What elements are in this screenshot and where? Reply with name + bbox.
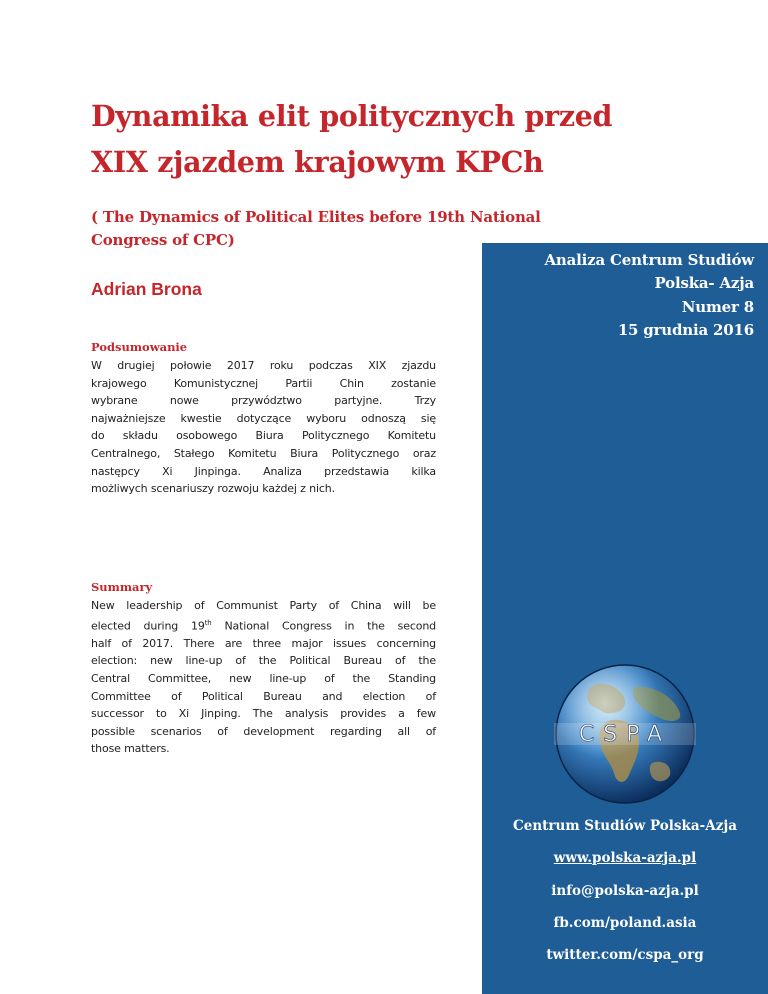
facebook-link[interactable]: fb.com/poland.asia [553,915,697,931]
twitter-link[interactable]: twitter.com/cspa_org [546,947,704,963]
summary-pl-line: W drugiej połowie 2017 roku podczas XIX zjazdu [91,359,436,372]
summary-en-line [91,615,436,635]
subtitle-line-1: ( The Dynamics of Political Elites before 19th National [91,208,541,226]
summary-en-line: Committee of Political Bureau and election of [91,689,436,703]
summary-en-line-part: elected during 19 [91,619,205,633]
summary-en-line: those matters. [91,742,170,756]
series-name-line-1: Analiza Centrum Studiów [544,251,754,269]
info-sidebar [482,243,768,994]
issue-number: Numer 8 [681,297,754,316]
summary-en-line: half of 2017. There are three major issues concerning [91,636,436,650]
summary-en-line: possible scenarios of development regarding all of [91,724,436,738]
summary-pl-line: następcy Xi Jinpinga. Analiza przedstawia kilka [91,464,436,478]
summary-pl-heading: Podsumowanie [91,340,188,354]
summary-en-line: Central Committee, new line-up of the Standing [91,672,436,686]
summary-pl-line: najważniejsze kwestie dotyczące wyboru odnoszą się [91,411,436,425]
ordinal-suffix: th [204,618,212,627]
summary-en-line-part: National Congress in the second [211,619,436,633]
organization-name: Centrum Studiów Polska-Azja [513,818,737,834]
cspa-globe-logo [554,663,696,805]
publication-date: 15 grudnia 2016 [617,320,754,339]
summary-pl-line: możliwych scenariuszy rozwoju każdej z nich. [91,482,335,496]
summary-pl-line: krajowego Komunistycznej Partii Chin zostanie [91,376,436,390]
email-contact[interactable]: info@polska-azja.pl [551,883,699,899]
summary-en-heading: Summary [91,580,153,594]
summary-en-line: New leadership of Communist Party of China will be [91,599,436,612]
title-line-1: Dynamika elit politycznych przed [91,99,613,133]
summary-en-text [91,597,436,758]
publication-info [544,249,754,342]
website-link[interactable]: www.polska-azja.pl [553,850,697,866]
summary-pl-line: Centralnego, Stałego Komitetu Biura Politycznego oraz [91,446,436,460]
summary-pl-text [91,357,436,498]
title-line-2: XIX zjazdem krajowym KPCh [91,145,544,179]
document-title [91,93,711,185]
summary-pl-line: wybrane nowe przywództwo partyjne. Trzy [91,394,436,408]
subtitle-line-2: Congress of CPC) [91,231,235,249]
logo-text: CSPA [578,722,672,747]
summary-en-line: election: new line-up of the Political Bureau of the [91,654,436,668]
series-name-line-2: Polska- Azja [654,274,754,293]
summary-pl-line: do składu osobowego Biura Politycznego Komitetu [91,429,436,443]
summary-en-line: successor to Xi Jinping. The analysis provides a few [91,707,436,721]
author-name: Adrian Brona [91,279,202,299]
